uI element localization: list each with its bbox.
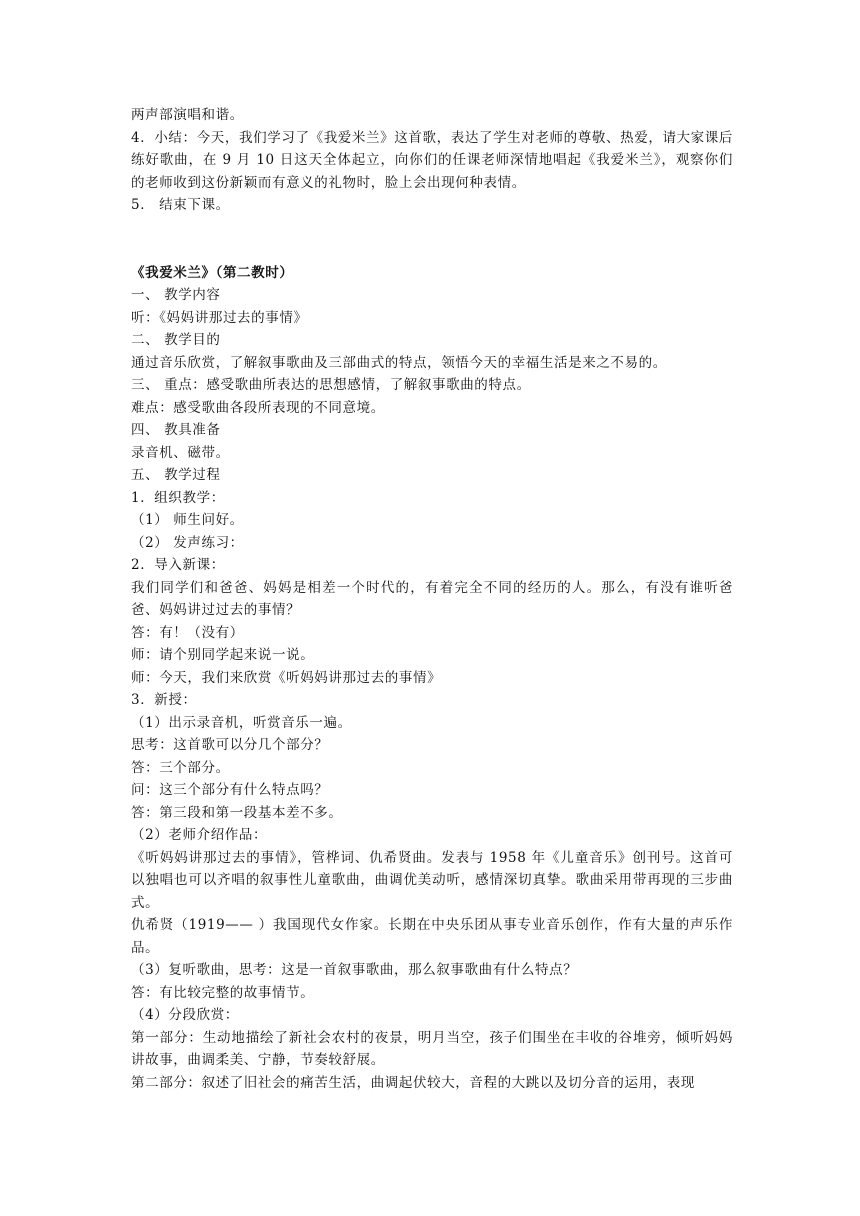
- paragraph: 我们同学们和爸爸、妈妈是相差一个时代的，有着完全不同的经历的人。那么，有没有谁听爸爸、妈妈讲过过去的事情？: [131, 579, 733, 618]
- paragraph: （1） 师生问好。: [131, 512, 244, 528]
- section-heading: 三、 重点：感受歌曲所表达的思想感情，了解叙事歌曲的特点。: [131, 377, 531, 393]
- paragraph: 师：今天，我们来欣赏《听妈妈讲那过去的事情》: [131, 669, 442, 686]
- paragraph: 仇希贤（1919—— ）我国现代女作家。长期在中央乐团从事专业音乐创作，作有大量的声乐作品。: [131, 917, 733, 956]
- paragraph: 难点：感受歌曲各段所表现的不同意境。: [131, 399, 385, 416]
- paragraph: 听：《妈妈讲那过去的事情》: [131, 309, 308, 326]
- section-heading: 五、 教学过程: [131, 467, 221, 483]
- paragraph: 思考：这首歌可以分几个部分？: [131, 737, 329, 753]
- paragraph: （3）复听歌曲，思考：这是一首叙事歌曲，那么叙事歌曲有什么特点？: [131, 962, 578, 978]
- paragraph: 第一部分：生动地描绘了新社会农村的夜景，明月当空，孩子们围坐在丰收的谷堆旁，倾听妈妈讲故事，曲调柔美、宁静，节奏较舒展。: [131, 1029, 733, 1068]
- step-heading: 3．新授：: [131, 692, 197, 708]
- paragraph: 通过音乐欣赏，了解叙事歌曲及三部曲式的特点，领悟今天的幸福生活是来之不易的。: [131, 354, 667, 371]
- paragraph: 问：这三个部分有什么特点吗？: [131, 782, 329, 798]
- section-heading: 四、 教具准备: [131, 422, 221, 438]
- paragraph: 两声部演唱和谐。: [131, 107, 244, 123]
- paragraph: 答：第三段和第一段基本差不多。: [131, 804, 343, 821]
- paragraph: （4）分段欣赏：: [131, 1007, 239, 1023]
- document-body: [131, 104, 733, 1094]
- section-gap: [131, 217, 733, 262]
- section-heading: 一、 教学内容: [131, 287, 221, 303]
- step-heading: 2．导入新课：: [131, 557, 225, 573]
- summary-paragraph: 4．小结：今天，我们学习了《我爱米兰》这首歌，表达了学生对老师的尊敬、热爱，请大家课后练好歌曲，在 9 月 10 日这天全体起立，向你们的任课老师深情地唱起《我爱米兰》，观察你们的老师收到这份新颖而有意义的礼物时，脸上会出现何种表情。: [131, 129, 733, 191]
- step-heading: 1．组织教学：: [131, 489, 225, 506]
- paragraph: （1）出示录音机，听赏音乐一遍。: [131, 714, 352, 731]
- paragraph: 《听妈妈讲那过去的事情》，管桦词、仇希贤曲。发表与 1958 年《儿童音乐》创刊号。这首可以独唱也可以齐唱的叙事性儿童歌曲，曲调优美动听，感情深切真挚。歌曲采用带再现的三步曲式。: [131, 849, 733, 911]
- paragraph: （2） 发声练习：: [131, 534, 244, 551]
- lesson-title: 《我爱米兰》（第二教时）: [131, 264, 294, 281]
- paragraph: 录音机、磁带。: [131, 444, 230, 461]
- section-heading: 二、 教学目的: [131, 332, 221, 348]
- paragraph: 答：有比较完整的故事情节。: [131, 984, 315, 1001]
- paragraph: 答：三个部分。: [131, 759, 230, 776]
- paragraph: 5． 结束下课。: [131, 197, 230, 213]
- paragraph: 师：请个别同学起来说一说。: [131, 647, 315, 663]
- paragraph: （2）老师介绍作品：: [131, 827, 268, 843]
- paragraph: 答：有！（没有）: [131, 624, 244, 641]
- paragraph: 第二部分：叙述了旧社会的痛苦生活，曲调起伏较大，音程的大跳以及切分音的运用，表现: [131, 1074, 695, 1091]
